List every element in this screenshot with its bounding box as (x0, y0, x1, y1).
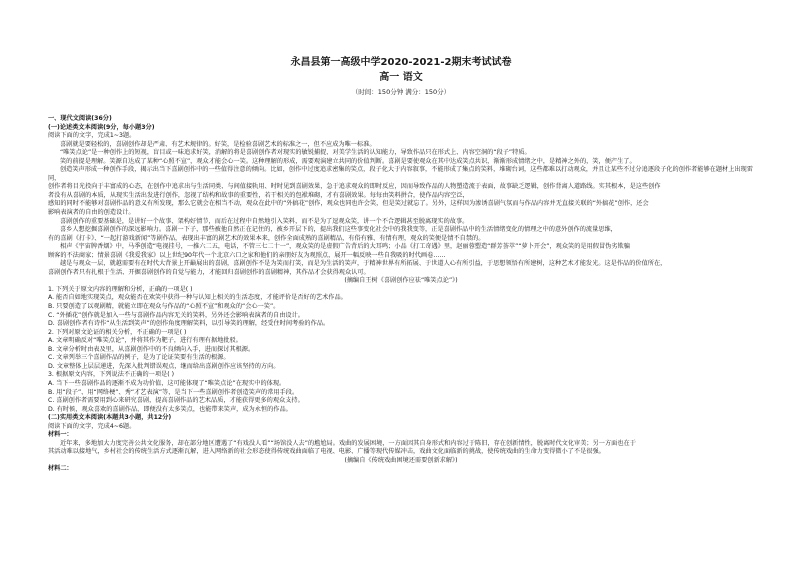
text-line: 2. 下列对原文论证的相关分析，不正确的一项是( ) (48, 328, 187, 336)
text-line: B. 只要创造了以观剧精，就能立即在观众与作品的“心照不宣”和观众的“会心一笑”。 (48, 303, 280, 311)
text-line: B. 用“段子”、用“网络梗”、秀“才艺表演”等，是当下一些喜剧创作者创造笑声的常用手段。 (48, 388, 299, 396)
text-line: C. 喜剧创作者需要用到心来研究喜剧，提高喜剧作品的艺术品质，才能获得更多的观众支持。 (48, 397, 304, 405)
text-line: 材料一： (48, 431, 73, 439)
text-line: 越是与观众一层，就越需要有在时代大背景上开巅展出的喜剧，喜剧创作不是为笑而打笑，而是为生活的笑声，于精神世界有所拓展、于世道人心有所引益，于思想领悟有所建树，这种艺术才能发光。这是作品的价值所在， (60, 260, 667, 268)
exam-subtitle: 高一 语文 (379, 72, 423, 83)
text-line: 相声《宇宙牌香烟》中，马季创造“电视挂号，一推六二五，电话，不管三七二十一”，观众笑的是虚假广告背后的大耳鸣；小品《打工奇遇》里，赵丽蓉塑造“群芳荟萃”“萝卜开会”，观众笑的是用假冒伪劣欺骗 (60, 243, 630, 251)
text-line: D. 有时候，观众喜欢的喜剧作品，即便没有太多笑点，也能带来笑声，成为永恒的作品。 (48, 405, 292, 413)
exam-title: 永昌县第一高级中学2020-2021-2期末考试试卷 (290, 57, 512, 68)
text-line: A. 当下一些喜剧作品的逐渐不成为功价值，这可能体现了“唯笑点论”在现实中的体现。 (48, 379, 286, 387)
text-line: 创造笑声形成一种创作手段，揭示出当下喜剧创作中的一些值得注意的倾向。比如，创作中过度追求密集的笑点，段子化大于内容叙事，不能形成了集点的笑料，堆砌台词，这些都难以打动观众，并且让某些不过分追逐段子化的创作者能够在题材上出现雷同， (48, 166, 753, 182)
text-line: C. “外插花”创作就是加入一些与喜剧作品内容无关的笑料，另外还会影响表演者的自由设计。 (48, 311, 304, 319)
text-line: 一、现代文阅读(36分) (48, 115, 112, 122)
text-line: 顾客的不法商家；情景喜剧《我爱我家》以上世纪90年代一个北京六口之家和他们的亲朋好友为观照点，展开一幅反映一些自我吸的时代画卷…… (48, 251, 446, 259)
text-line: 1. 下列关于原文内容的理解和分析，正确的一项是( ) (48, 285, 193, 293)
text-line: D. 文章整体上层层递进，先深入批判错误观点，继而给出喜剧创作应该坚持的方向。 (48, 362, 280, 370)
text-line: 材料二： (48, 465, 73, 473)
text-line: A. 能否自如地实现笑点，观众能否在欢笑中获得一种与认知上相关的生活态度，才能评价是否好的艺术作品。 (48, 294, 347, 302)
text-line: C. 文章列举三个喜剧作品的例子，是为了论证笑要有生活的根源。 (48, 354, 230, 362)
text-line: 有的喜剧《打卡》、“一起打游戏新闻”等剧作品，表现出丰富的剧艺术的效果本来，创作全面成熟的喜剧精品，有俗有雅、有情有理，观众的笑便是情不自禁的。 (48, 234, 485, 242)
text-line: 喜剧创作者只有扎根于生活、开掘喜剧创作的自觉与能力，才能回归喜剧创作的喜剧精神，其作品才会获得观众认可。 (48, 268, 370, 276)
text-line: A. 文章明确反对“唯笑点论”，并将其作为靶子，进行有理有据地批驳。 (48, 337, 242, 345)
text-line: 近年来，多地加大力度完善公共文化服务，却在部分地区遭遇了“有戏没人看”“场馆没人去”的尴尬局。戏曲的发展困境，一方面因其自身形式和内容过于陈旧，存在创新情性，脱离时代文化审美；另一方面也在于 (60, 439, 636, 447)
text-line: D. 喜剧创作者有诗作“从生活到笑声”的创作角度理解笑料，以引导笑的理解，经受住时间考验的作品。 (48, 320, 330, 328)
text-line: 影响表演者的自由的创造设计。 (48, 209, 135, 217)
text-line: 创作者将目光投向于丰富成的心态，在创作中追求出与生活同类、与间值接轨用、时时见到喜剧效果，急于追求观众的即时反应，因而导致作品的人物塑造流于表面，故事缺乏逻辑，创作背离人道路线。实其根本，是这些创作 (48, 183, 661, 191)
text-line: 感知的同时不能够对喜剧作品的意义有所发现，那么它就会在相当不动，观众在此中的“外搞花”创作，观众也同也许会笑，但是笑过就忘了。另外，这样因为渗诱喜剧气氛而与作品内容并无直接关联的“外搞花”创作，还会 (48, 200, 649, 208)
text-line: 阅读下面的文字，完成1~3题。 (48, 132, 136, 140)
text-line: (摘编自王树《喜剧创作应祛“唯笑点论”》) (344, 277, 458, 285)
text-line: 者没有从喜剧的本质，从现实生活出发进行创作，忽视了结构和故事的重要性，若干相关的包袱堆砌，才有喜剧效果。每每由笑料拼合，使作品内容空泛， (48, 191, 469, 199)
text-line: (一)论述类文本阅读(9分，每小题3分) (48, 123, 155, 131)
text-line: “唯笑点论”是一种创作上的短视，盲目或一味追求好笑，消解的将是喜剧创作者对现实的敏锐捕捉、对美学生活的认知能力，导致作品只在形式上、内容空洞的“段子”特质。 (60, 149, 531, 157)
exam-meta: （时间：150分钟 满分：150分） (351, 88, 451, 96)
text-line: 喜剧就是要轻松的，喜剧创作却是严肃、有艺术规律的。好笑，是检验喜剧艺术的标准之一，但不应成为唯一标准。 (60, 140, 376, 148)
text-line: B. 文章分析时由表及里，从喜剧创作中的不良倾向入手，进而探讨其根源。 (48, 345, 255, 353)
text-line: 阅读下面的文字，完成4~6题。 (48, 422, 136, 430)
text-line: 笑的前提是理解。笑源自达成了某种“心照不宣”，观众才能会心一笑。这种理解的形成，需要观演建立共同的价值判断。喜剧是要使观众在其中达成笑点共识，渐渐形成情绪之中，是精神之外的，笑，便产生了。 (60, 157, 636, 165)
text-line: 喜剧创作的重要基础是，是讲好一个故事、架构好情节，而后在过程中自然地引入笑料，而不是为了逗观众笑，讲一个不合逻辑甚至脱离现实的故事。 (60, 217, 469, 225)
exam-content (48, 115, 754, 474)
text-line: (摘编自《传统戏曲困境还需要创新求解》) (344, 456, 458, 464)
text-line: (二)实用类文本阅读(本题共3小题，共12分) (48, 414, 172, 422)
text-line: 其活动难以接地气，乡村社会的传统生活方式逐渐瓦解，进入网络新的社会形态使得传统戏曲面临了电视、电影、广播等现代传媒冲击，戏曲文化面临新的挑战，使传统戏曲的生命力变得微小了不是很强。 (48, 448, 605, 456)
text-line: 喜乡人想挖掘喜剧创作的深远影响力。喜剧一下子，那些被他自然正在记住的，被乡开层下的，提出我们这些事变化社会中的我我变等，正是喜剧作品中的生活情绪变化的情理之中的意外创作的流量思维， (60, 226, 617, 234)
text-line: 3. 根据原文内容，下列说法不正确的一项是( ) (48, 371, 175, 379)
